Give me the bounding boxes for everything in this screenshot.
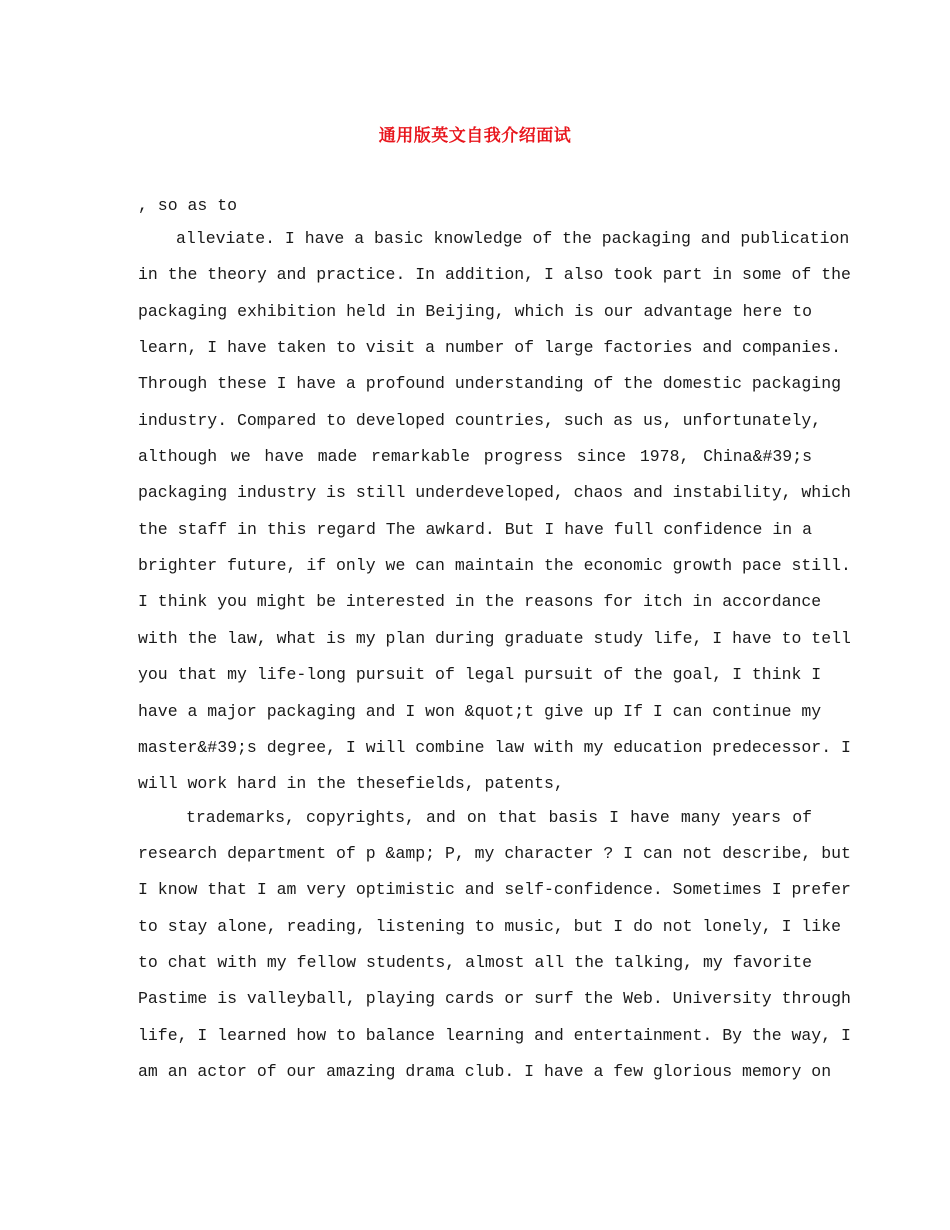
text-line: research department of p &amp; P, my character ? I can not describe, but bbox=[138, 844, 851, 863]
text-line: packaging industry is still underdeveloped, chaos and instability, which bbox=[138, 483, 851, 502]
text-line: have a major packaging and I won &quot;t give up If I can continue my bbox=[138, 702, 822, 721]
text-line: you that my life-long pursuit of legal pursuit of the goal, I think I bbox=[138, 665, 822, 684]
text-line: in the theory and practice. In addition, I also took part in some of the bbox=[138, 265, 851, 284]
text-line: am an actor of our amazing drama club. I have a few glorious memory on bbox=[138, 1062, 832, 1081]
text-line: to stay alone, reading, listening to music, but I do not lonely, I like bbox=[138, 917, 842, 936]
text-line: with the law, what is my plan during graduate study life, I have to tell bbox=[138, 629, 851, 648]
text-line: Pastime is valleyball, playing cards or surf the Web. University through bbox=[138, 989, 851, 1008]
text-line: life, I learned how to balance learning and entertainment. By the way, I bbox=[138, 1026, 851, 1045]
text-line: trademarks, copyrights, and on that basis I have many years of bbox=[186, 808, 812, 827]
text-line: I think you might be interested in the reasons for itch in accordance bbox=[138, 592, 822, 611]
text-line: packaging exhibition held in Beijing, which is our advantage here to bbox=[138, 302, 812, 321]
text-line: although we have made remarkable progress since 1978, China&#39;s bbox=[138, 447, 812, 466]
text-line: I know that I am very optimistic and self-confidence. Sometimes I prefer bbox=[138, 880, 851, 899]
text-line: , so as to bbox=[138, 196, 238, 215]
text-line: brighter future, if only we can maintain the economic growth pace still. bbox=[138, 556, 851, 575]
text-line: will work hard in the thesefields, patents, bbox=[138, 774, 564, 793]
text-line: master&#39;s degree, I will combine law with my education predecessor. I bbox=[138, 738, 851, 757]
document-title: 通用版英文自我介绍面试 bbox=[378, 126, 572, 146]
text-line: Through these I have a profound understanding of the domestic packaging bbox=[138, 374, 842, 393]
text-line: the staff in this regard The awkard. But I have full confidence in a bbox=[138, 520, 812, 539]
text-line: learn, I have taken to visit a number of large factories and companies. bbox=[138, 338, 842, 357]
text-line: industry. Compared to developed countries, such as us, unfortunately, bbox=[138, 411, 822, 430]
text-line: to chat with my fellow students, almost all the talking, my favorite bbox=[138, 953, 812, 972]
text-line: alleviate. I have a basic knowledge of the packaging and publication bbox=[176, 229, 850, 248]
